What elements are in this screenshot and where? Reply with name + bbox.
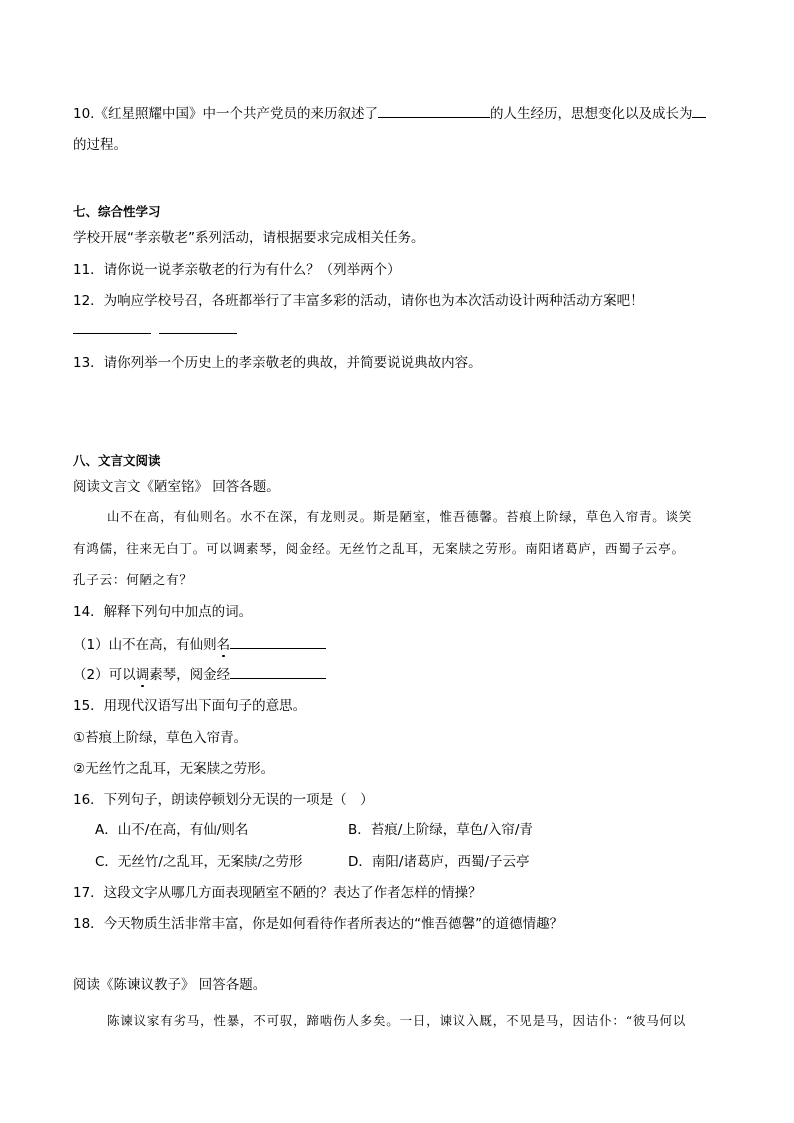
question-15-2: ②无丝竹之乱耳，无案牍之劳形。 [73,761,275,777]
question-10-line2: 的过程。 [73,137,127,153]
option-c[interactable]: C．无丝竹/之乱耳，无案牍/之劳形 [95,854,303,870]
answer-blank[interactable] [159,320,237,334]
answer-blank[interactable] [692,104,706,118]
section-7-intro: 学校开展“孝亲敬老”系列活动，请根据要求完成相关任务。 [73,230,425,246]
question-15-1: ①苔痕上阶绿，草色入帘青。 [73,730,248,746]
answer-blank[interactable] [230,665,326,679]
question-14-2-text-post: 素琴，阅金经 [149,667,231,683]
question-10-text-mid: 的人生经历，思想变化以及成长为 [489,106,693,122]
question-10-text: 10.《红星照耀中国》中一个共产党员的来历叙述了 [73,106,378,122]
passage-line: 陈谏议家有劣马，性暴，不可驭，蹄啮伤人多矣。一日，谏议入厩，不见是马，因诘仆：“彼马何以 [107,1013,687,1028]
question-14-2-text: （2）可以 [73,667,136,683]
question-18: 18．今天物质生活非常丰富，你是如何看待作者所表达的“惟吾德馨”的道德情趣？ [73,916,564,932]
question-15: 15．用现代汉语写出下面句子的意思。 [73,698,307,714]
question-14-1 [73,635,326,654]
question-10 [73,104,706,123]
section-8-intro: 阅读文言文《陋室铭》 回答各题。 [73,479,280,495]
question-12-blanks [73,320,237,339]
question-12: 12．为响应学校号召，各班都举行了丰富多彩的活动，请你也为本次活动设计两种活动方案吧！ [73,293,644,309]
option-b[interactable]: B．苔痕/上阶绿，草色/入帘/青 [348,822,533,838]
option-d[interactable]: D．南阳/诸葛庐，西蜀/子云亭 [348,854,530,870]
passage-line: 有鸿儒，往来无白丁。可以调素琴，阅金经。无丝竹之乱耳，无案牍之劳形。南阳诸葛庐，西蜀子云亭。 [73,541,685,556]
question-14-2 [73,665,326,684]
section-8-intro-2: 阅读《陈谏议教子》 回答各题。 [73,977,267,993]
option-a[interactable]: A．山不/在高，有仙/则名 [95,822,249,838]
question-11: 11．请你说一说孝亲敬老的行为有什么？（列举两个） [73,262,401,278]
answer-blank[interactable] [378,104,490,118]
answer-blank[interactable] [230,635,326,649]
passage-line: 山不在高，有仙则名。水不在深，有龙则灵。斯是陋室，惟吾德馨。苔痕上阶绿，草色入帘青。谈笑 [107,509,693,524]
passage-line: 孔子云：何陋之有？ [73,572,193,587]
question-17: 17．这段文字从哪几方面表现陋室不陋的？表达了作者怎样的情操？ [73,885,482,901]
question-13: 13．请你列举一个历史上的孝亲敬老的典故，并简要说说典故内容。 [73,355,482,371]
question-14-1-text: （1）山不在高，有仙则 [73,637,217,653]
section-8-title: 八、文言文阅读 [73,453,161,468]
dotted-word: 调 [135,667,150,683]
dotted-word: 名 [216,637,231,653]
question-14: 14．解释下列句中加点的词。 [73,604,253,620]
section-7-title: 七、综合性学习 [73,204,161,219]
answer-blank[interactable] [73,320,151,334]
question-16: 16．下列句子，朗读停顿划分无误的一项是（ ） [73,792,374,808]
